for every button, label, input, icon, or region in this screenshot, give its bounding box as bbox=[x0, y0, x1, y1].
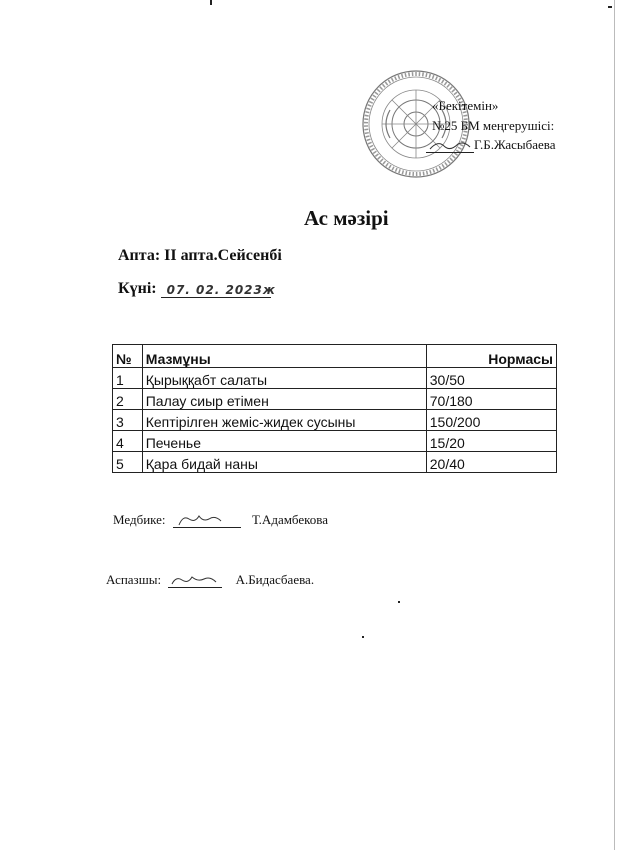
approval-line-2: №25 БМ меңгерушісі: bbox=[432, 118, 555, 133]
table-row bbox=[113, 368, 557, 389]
row-number: 2 bbox=[113, 389, 143, 410]
row-dish: Печенье bbox=[142, 431, 426, 452]
approval-line-1: «Бекітемін» bbox=[432, 98, 499, 113]
menu-table bbox=[112, 344, 557, 473]
scan-mark bbox=[608, 6, 612, 8]
row-dish: Қара бидай наны bbox=[142, 452, 426, 473]
date-value: 07. 02. 2023ж bbox=[161, 283, 271, 298]
table-header-row bbox=[113, 345, 557, 368]
header-content: Мазмұны bbox=[142, 345, 426, 368]
table-row bbox=[113, 452, 557, 473]
row-dish: Қырыққабт салаты bbox=[142, 368, 426, 389]
week-label: Апта: II апта.Сейсенбі bbox=[118, 247, 282, 264]
director-name: Г.Б.Жасыбаева bbox=[474, 137, 556, 152]
nurse-label: Медбике: bbox=[113, 512, 166, 527]
cook-label: Аспазшы: bbox=[106, 572, 162, 587]
table-row bbox=[113, 410, 557, 431]
scan-speck bbox=[362, 636, 364, 638]
cook-signature bbox=[168, 573, 222, 587]
nurse-name: Т.Адамбекова bbox=[252, 512, 329, 527]
row-number: 1 bbox=[113, 368, 143, 389]
row-norm: 20/40 bbox=[426, 452, 556, 473]
date-label: Күні: bbox=[118, 280, 157, 297]
row-dish: Палау сиыр етімен bbox=[142, 389, 426, 410]
table-row bbox=[113, 389, 557, 410]
scan-speck bbox=[398, 601, 400, 603]
row-number: 3 bbox=[113, 410, 143, 431]
cook-name: А.Бидасбаева. bbox=[235, 572, 315, 587]
row-norm: 15/20 bbox=[426, 431, 556, 452]
date-row bbox=[118, 280, 276, 298]
page-title: Ас мәзірі bbox=[304, 206, 389, 230]
row-norm: 70/180 bbox=[426, 389, 556, 410]
scan-mark bbox=[210, 0, 212, 5]
signature-underline bbox=[426, 138, 474, 153]
scan-edge bbox=[614, 0, 615, 850]
director-signature bbox=[426, 138, 474, 152]
row-number: 5 bbox=[113, 452, 143, 473]
header-norm: Нормасы bbox=[426, 345, 556, 368]
row-dish: Кептірілген жеміс-жидек сусыны bbox=[142, 410, 426, 431]
nurse-signature-line bbox=[173, 513, 241, 528]
row-norm: 150/200 bbox=[426, 410, 556, 431]
nurse-signature bbox=[173, 513, 241, 527]
cook-signature-row bbox=[106, 572, 314, 588]
approval-signature-line bbox=[426, 136, 556, 153]
row-norm: 30/50 bbox=[426, 368, 556, 389]
row-number: 4 bbox=[113, 431, 143, 452]
cook-signature-line bbox=[168, 573, 222, 588]
header-number: № bbox=[113, 345, 143, 368]
nurse-signature-row bbox=[113, 512, 328, 528]
table-row bbox=[113, 431, 557, 452]
